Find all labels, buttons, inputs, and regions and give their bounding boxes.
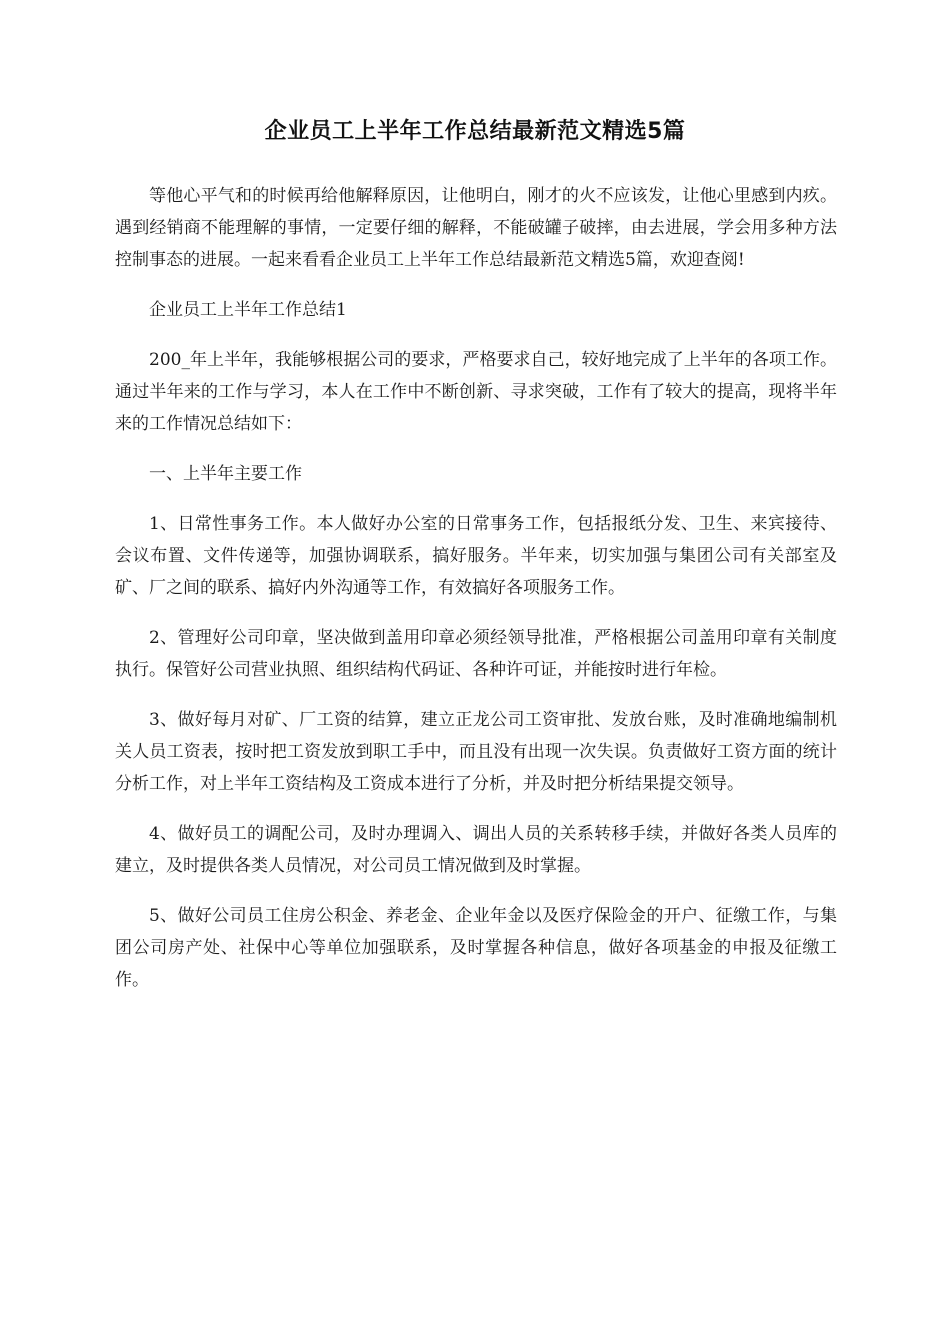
section-heading-summary-1: 企业员工上半年工作总结1 [149, 300, 347, 320]
intro-paragraph: 等他心平气和的时候再给他解释原因，让他明白，刚才的火不应该发，让他心里感到内疚。遇到经销商不能理解的事情，一定要仔细的解释，不能破罐子破摔，由去进展，学会用多种方法控制事态的进展。一起来看看企业员工上半年工作总结最新范文精选5篇，欢迎查阅! [115, 186, 837, 270]
list-item-2: 2、管理好公司印章，坚决做到盖用印章必须经领导批准，严格根据公司盖用印章有关制度执行。保管好公司营业执照、组织结构代码证、各种许可证，并能按时进行年检。 [115, 628, 837, 680]
document-title: 企业员工上半年工作总结最新范文精选5篇 [264, 119, 686, 144]
list-item-1: 1、日常性事务工作。本人做好办公室的日常事务工作，包括报纸分发、卫生、来宾接待、会议布置、文件传递等，加强协调联系，搞好服务。半年来，切实加强与集团公司有关部室及矿、厂之间的联系、搞好内外沟通等工作，有效搞好各项服务工作。 [115, 514, 837, 598]
section-heading-main-work: 一、上半年主要工作 [149, 464, 302, 484]
list-item-4: 4、做好员工的调配公司，及时办理调入、调出人员的关系转移手续，并做好各类人员库的建立，及时提供各类人员情况，对公司员工情况做到及时掌握。 [115, 824, 837, 876]
list-item-3: 3、做好每月对矿、厂工资的结算，建立正龙公司工资审批、发放台账，及时准确地编制机关人员工资表，按时把工资发放到职工手中，而且没有出现一次失误。负责做好工资方面的统计分析工作，对上半年工资结构及工资成本进行了分析，并及时把分析结果提交领导。 [115, 710, 837, 794]
document-body [115, 180, 837, 1014]
body-paragraph: 200_年上半年，我能够根据公司的要求，严格要求自己，较好地完成了上半年的各项工作。通过半年来的工作与学习，本人在工作中不断创新、寻求突破，工作有了较大的提高，现将半年来的工作情况总结如下： [115, 350, 837, 434]
list-item-5: 5、做好公司员工住房公积金、养老金、企业年金以及医疗保险金的开户、征缴工作，与集团公司房产处、社保中心等单位加强联系，及时掌握各种信息，做好各项基金的申报及征缴工作。 [115, 906, 837, 990]
